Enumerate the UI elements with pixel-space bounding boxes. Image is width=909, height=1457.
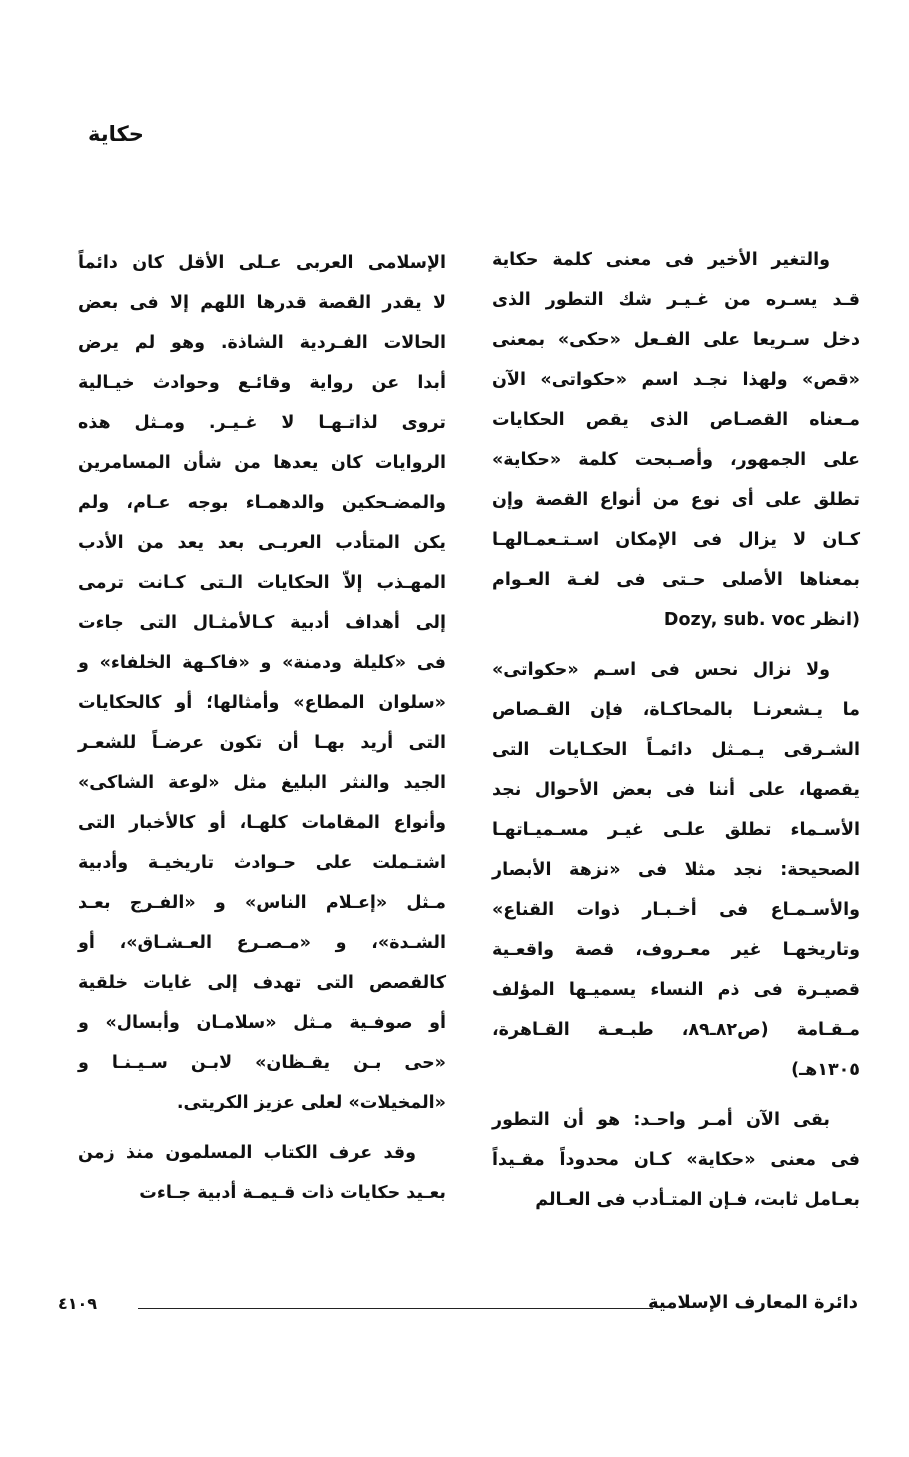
paragraph: [78, 243, 446, 1123]
text-line: الصحيحة: نجد مثلا فى «نزهة الأبصار: [492, 860, 860, 880]
text-line: لا يقدر القصة قدرها اللهم إلا فى بعض: [78, 293, 446, 313]
text-line: ما يـشعرنـا بالمحاكـاة، فإن القـصاص: [492, 700, 860, 720]
text-line: والأسـمـاع فى أخـبـار ذوات القناع»: [492, 900, 860, 920]
text-line: ولا نزال نحس فى اسـم «حكواتى»: [492, 660, 830, 680]
text-line: مـثل «إعـلام الناس» و «الفـرج بعـد: [78, 893, 446, 913]
text-line: والمضـحكين والدهمـاء بوجه عـام، ولم: [78, 493, 446, 513]
text-line: الحالات الفـردية الشاذة. وهو لم يرض: [78, 333, 446, 353]
text-line: الأسـماء تطلق علـى غيـر مسـميـاتهـا: [492, 820, 860, 840]
text-line: «حى بـن يقـظان» لابـن سـيـنـا و: [78, 1053, 446, 1073]
text-line: تطلق على أى نوع من أنواع القصة وإن: [492, 490, 860, 510]
text-line: إلى أهداف أدبية كـالأمثـال التى جاءت: [78, 613, 446, 633]
text-line: يقصها، على أننا فى بعض الأحوال نجد: [492, 780, 860, 800]
text-line: بمعناها الأصلى حـتى فى لغـة العـوام: [492, 570, 860, 590]
text-line: «المخيلات» لعلى عزيز الكريتى.: [176, 1093, 446, 1113]
text-line: الشـدة»، و «مـصـرع العـشـاق»، أو: [78, 933, 446, 953]
text-line: بعـامل ثابت، فـإن المتـأدب فى العـالم: [535, 1190, 860, 1210]
text-line: الإسلامى العربى عـلى الأقل كان دائماً: [78, 253, 446, 273]
left-column: [78, 243, 446, 1223]
paragraph: [492, 240, 860, 640]
footer-rule: [138, 1308, 653, 1309]
text-line: أو صوفـية مـثل «سلامـان وأبسال» و: [78, 1013, 446, 1033]
page-number: ٤١٠٩: [58, 1294, 98, 1313]
right-column: [492, 240, 860, 1230]
text-line: وقد عرف الكتاب المسلمون منذ زمن: [78, 1143, 416, 1163]
text-line: دخل سـريعا على الفـعل «حكى» بمعنى: [492, 330, 860, 350]
text-line: الروايات كان يعدها من شأن المسامرين: [78, 453, 446, 473]
text-line: والتغير الأخير فى معنى كلمة حكاية: [492, 250, 830, 270]
text-line: تروى لذاتـهـا لا غـيـر. ومـثل هذه: [78, 413, 446, 433]
text-line: مـعناه القصـاص الذى يقص الحكايات: [492, 410, 860, 430]
paragraph: [78, 1133, 446, 1213]
text-line: وأنواع المقامات كلهـا، أو كالأخبار التى: [78, 813, 446, 833]
text-line: الشـرقى يـمـثل دائمـاً الحكـايات التى: [492, 740, 860, 760]
publication-title: دائرة المعارف الإسلامية: [647, 1292, 858, 1313]
text-line: كـان لا يزال فى الإمكان اسـتـعمـالهـا: [492, 530, 860, 550]
text-line: وتاريخهـا غير معـروف، قصة واقعـية: [492, 940, 860, 960]
text-line: ١٣٠٥هـ): [791, 1060, 860, 1080]
text-line: بعـيد حكايات ذات قـيمـة أدبية جـاءت: [139, 1183, 446, 1203]
text-line: اشتـملت على حـوادث تاريخيـة وأدبية: [78, 853, 446, 873]
paragraph: [492, 650, 860, 1090]
text-line: (انظر Dozy, sub. voc: [663, 610, 860, 630]
text-line: قـد يسـره من غـيـر شك التطور الذى: [492, 290, 860, 310]
text-line: المهـذب إلاّ الحكايات الـتى كـانت ترمى: [78, 573, 446, 593]
paragraph: [492, 1100, 860, 1220]
text-line: فى معنى «حكاية» كـان محدوداً مقـيداً: [492, 1150, 860, 1170]
text-line: يكن المتأدب العربـى بعد يعد من الأدب: [78, 533, 446, 553]
text-line: «قص» ولهذا نجـد اسم «حكواتى» الآن: [492, 370, 860, 390]
text-line: التى أريد بهـا أن تكون عرضـاً للشعـر: [78, 733, 446, 753]
text-line: «سلوان المطاع» وأمثالها؛ أو كالحكايات: [78, 693, 446, 713]
text-line: كالقصص التى تهدف إلى غايات خلقية: [78, 973, 446, 993]
page-footer: [58, 1292, 858, 1322]
text-line: مـقـامة (ص٨٢ـ٨٩، طبـعـة القـاهرة،: [492, 1020, 860, 1040]
text-line: بقى الآن أمـر واحـد: هو أن التطور: [492, 1110, 830, 1130]
text-line: قصيـرة فى ذم النساء يسميـها المؤلف: [492, 980, 860, 1000]
running-title: حكاية: [88, 122, 144, 146]
text-line: أبدا عن رواية وقائـع وحوادث خيـالية: [78, 373, 446, 393]
text-line: على الجمهور، وأصـبحت كلمة «حكاية»: [492, 450, 860, 470]
text-line: الجيد والنثر البليغ مثل «لوعة الشاكى»: [78, 773, 446, 793]
text-line: فى «كليلة ودمنة» و «فاكـهة الخلفاء» و: [78, 653, 446, 673]
